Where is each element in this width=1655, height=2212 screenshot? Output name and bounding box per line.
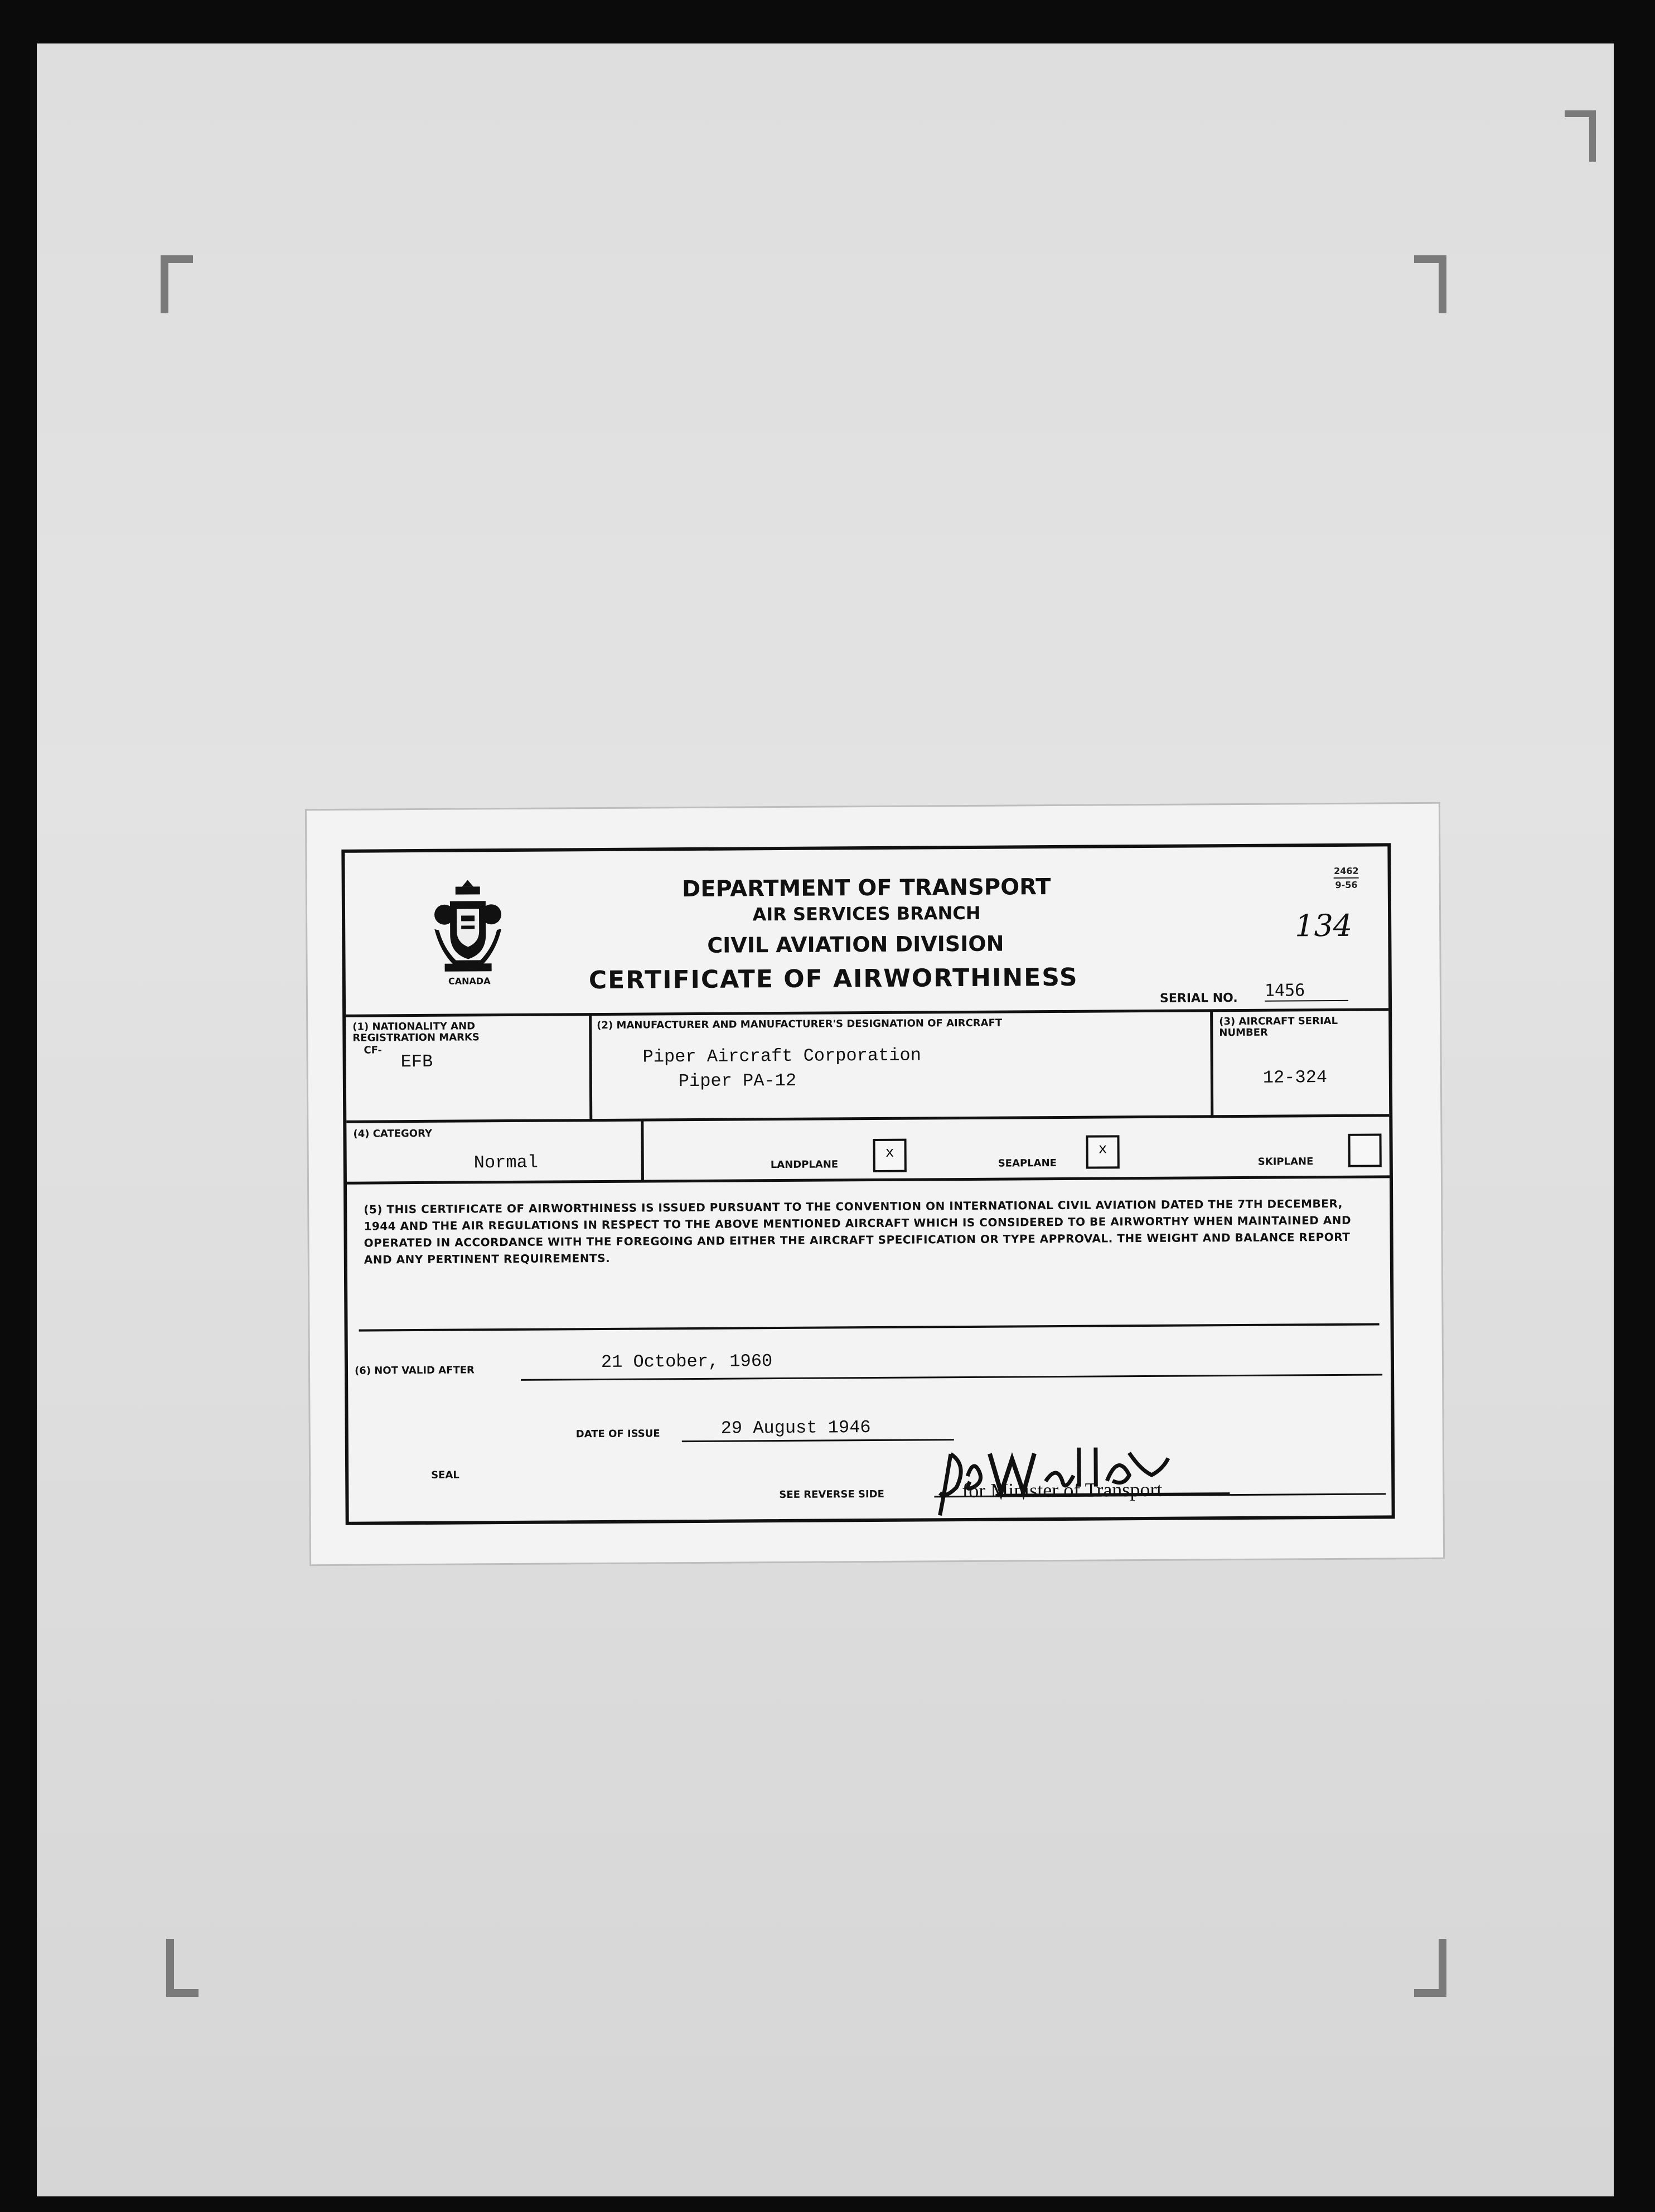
scan-page [37, 43, 1614, 2196]
manufacturer-line2: Piper PA-12 [678, 1070, 797, 1092]
not-valid-label: (6) NOT VALID AFTER [354, 1364, 475, 1377]
crop-mark-bottom-left [166, 1939, 199, 1997]
seaplane-checkbox[interactable] [1086, 1135, 1119, 1168]
issue-date-underline [682, 1439, 954, 1442]
seaplane-label: SEAPLANE [998, 1157, 1057, 1170]
category-value: Normal [473, 1152, 539, 1173]
nationality-value: EFB [400, 1051, 433, 1073]
aircraft-serial-label: (3) AIRCRAFT SERIAL NUMBER [1219, 1015, 1338, 1039]
not-valid-value: 21 October, 1960 [601, 1351, 773, 1373]
serial-label: SERIAL NO. [1159, 991, 1238, 1006]
minister-of-transport: for Minister of Transport [962, 1478, 1163, 1502]
manufacturer-line1: Piper Aircraft Corporation [642, 1045, 921, 1068]
crop-mark-top-right [1414, 255, 1446, 313]
see-reverse-side: SEE REVERSE SIDE [779, 1488, 884, 1501]
branch-title: AIR SERVICES BRANCH [752, 902, 981, 925]
certificate-card [307, 804, 1443, 1564]
category-label: (4) CATEGORY [353, 1127, 433, 1140]
issue-date-value: 29 August 1946 [720, 1417, 871, 1439]
validity-divider [359, 1323, 1380, 1331]
crop-mark-corner [1565, 110, 1596, 162]
crop-mark-top-left [161, 255, 193, 313]
department-title: DEPARTMENT OF TRANSPORT [681, 874, 1051, 903]
landplane-label: LANDPLANE [770, 1158, 839, 1171]
handwritten-number: 134 [1294, 908, 1353, 944]
skiplane-label: SKIPLANE [1257, 1156, 1314, 1168]
seaplane-mark: x [1098, 1141, 1107, 1158]
certificate-statement: (5) THIS CERTIFICATE OF AIRWORTHINESS IS ISSUED PURSUANT TO THE CONVENTION ON INTERNATIONAL CIVIL AVIATION DATED THE 7TH DECEMBER, 1944 AND THE AIR REGULATIONS IN RESPECT TO THE ABOVE MENTIONED AIRCRAFT WHICH IS CONSIDERED TO BE AIRWORTHY WHEN MAINTAINED AND OPERATED IN ACCORDANCE WITH THE FOREGOING AND EITHER THE AIRCRAFT SPECIFICATION OR TYPE APPROVAL. THE WEIGHT AND BALANCE REPORT AND ANY PERTINENT REQUIREMENTS. [364, 1196, 1352, 1267]
certificate-form [341, 843, 1395, 1525]
issue-date-label: DATE OF ISSUE [575, 1428, 660, 1440]
form-number [1334, 866, 1359, 890]
aircraft-serial-value: 12-324 [1262, 1067, 1328, 1088]
serial-value: 1456 [1265, 981, 1348, 1002]
landplane-checkbox[interactable] [873, 1139, 907, 1172]
divider [641, 1122, 644, 1183]
form-number-bottom: 9-56 [1334, 877, 1359, 890]
category-row [346, 1114, 1390, 1184]
form-number-top: 2462 [1333, 865, 1359, 876]
signature-icon [928, 1430, 1241, 1521]
divider [1210, 1012, 1213, 1118]
aircraft-identity-row [346, 1008, 1389, 1123]
division-title: CIVIL AVIATION DIVISION [707, 931, 1004, 958]
divider [589, 1016, 592, 1122]
nationality-prefix: CF- [364, 1044, 383, 1056]
skiplane-checkbox[interactable] [1348, 1133, 1381, 1167]
nationality-label: (1) NATIONALITY AND REGISTRATION MARKS [352, 1020, 480, 1044]
manufacturer-label: (2) MANUFACTURER AND MANUFACTURER'S DESIGNATION OF AIRCRAFT [597, 1017, 1003, 1032]
certificate-title: CERTIFICATE OF AIRWORTHINESS [588, 963, 1078, 995]
crest-label: CANADA [448, 976, 491, 987]
statement-row [347, 1175, 1390, 1312]
certificate-header [345, 846, 1388, 1014]
not-valid-underline [521, 1374, 1382, 1380]
landplane-mark: x [885, 1144, 894, 1161]
seal-label: SEAL [431, 1469, 459, 1481]
crop-mark-bottom-right [1414, 1939, 1446, 1997]
